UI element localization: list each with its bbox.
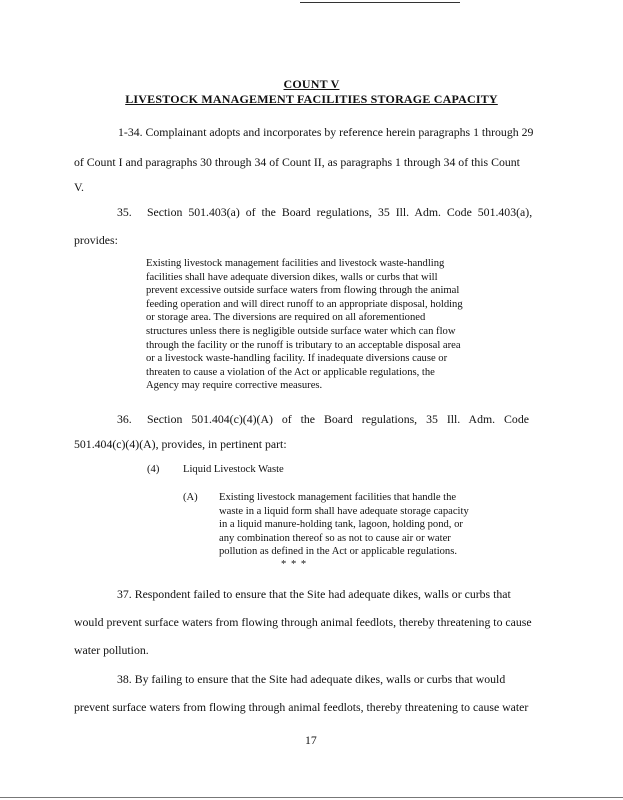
quote-36-subA-line: pollution as defined in the Act or applicable regulations. xyxy=(219,546,458,558)
para-38-line-1: 38. By failing to ensure that the Site had adequate dikes, walls or curbs that would xyxy=(117,672,506,686)
para-36-line-2: 501.404(c)(4)(A), provides, in pertinent part: xyxy=(74,437,287,451)
page-number: 17 xyxy=(305,733,317,747)
quote-35-line: feeding operation and will direct runoff to an appropriate disposal, holding xyxy=(146,298,463,310)
para-35-line-2: provides: xyxy=(74,233,118,247)
quote-35-line: or a livestock waste-handling facility. If inadequate diversions cause or xyxy=(146,353,448,365)
quote-36-subA-line: waste in a liquid form shall have adequate storage capacity xyxy=(219,505,469,517)
scan-artifact-top xyxy=(300,2,460,3)
quote-35-line: structures unless there is negligible outside surface water which can flow xyxy=(146,325,456,337)
para-37-line-1: 37. Respondent failed to ensure that the Site had adequate dikes, walls or curbs that xyxy=(117,587,511,601)
quote-36-sub4-number: (4) xyxy=(147,464,160,475)
quote-35-line: facilities shall have adequate diversion dikes, walls or curbs that will xyxy=(146,271,438,283)
quote-35-block xyxy=(146,257,463,393)
quote-35-line: Agency may require corrective measures. xyxy=(146,380,323,392)
para-37-line-3: water pollution. xyxy=(74,643,149,657)
quote-36-subA-number: (A) xyxy=(183,492,198,503)
quote-35-line: threaten to cause a violation of the Act or applicable regulations, the xyxy=(146,366,435,378)
para-1-34-line-3: V. xyxy=(74,180,84,194)
count-heading: COUNT V xyxy=(283,77,340,91)
quote-36-subA-line: in a liquid manure-holding tank, lagoon, holding pond, or xyxy=(219,519,463,531)
quote-35-line: through the facility or the runoff is tributary to an acceptable disposal area xyxy=(146,339,461,351)
para-38-line-2: prevent surface waters from flowing through animal feedlots, thereby threatening to cause water xyxy=(74,700,529,714)
quote-35-line: Existing livestock management facilities and livestock waste-handling xyxy=(146,258,445,269)
ellipsis-marker: * * * xyxy=(281,559,308,570)
para-35-number: 35. xyxy=(117,205,132,219)
para-35-line-1: Section 501.403(a) of the Board regulations, 35 Ill. Adm. Code 501.403(a), xyxy=(147,205,533,219)
quote-35-line: or storage area. The diversions are required on all aforementioned xyxy=(146,312,426,324)
quote-36-subA-block xyxy=(219,491,469,559)
quote-36-sub4-label: Liquid Livestock Waste xyxy=(183,464,284,475)
para-1-34-line-1: 1-34. Complainant adopts and incorporates by reference herein paragraphs 1 through 29 xyxy=(118,125,534,139)
quote-35-line: prevent excessive outside surface waters from flowing through the animal xyxy=(146,285,460,297)
para-1-34-line-2: of Count I and paragraphs 30 through 34 of Count II, as paragraphs 1 through 34 of this Count xyxy=(74,155,520,169)
quote-36-subA-line: Existing livestock management facilities that handle the xyxy=(219,492,457,503)
section-title: LIVESTOCK MANAGEMENT FACILITIES STORAGE CAPACITY xyxy=(125,92,498,106)
scan-artifact-bottom xyxy=(0,797,623,798)
para-37-line-2: would prevent surface waters from flowing through animal feedlots, thereby threatening to cause xyxy=(74,615,532,629)
para-36-line-1: Section 501.404(c)(4)(A) of the Board regulations, 35 Ill. Adm. Code xyxy=(147,412,529,426)
para-36-number: 36. xyxy=(117,412,132,426)
quote-36-subA-line: any combination thereof so as not to cause air or water xyxy=(219,532,451,544)
